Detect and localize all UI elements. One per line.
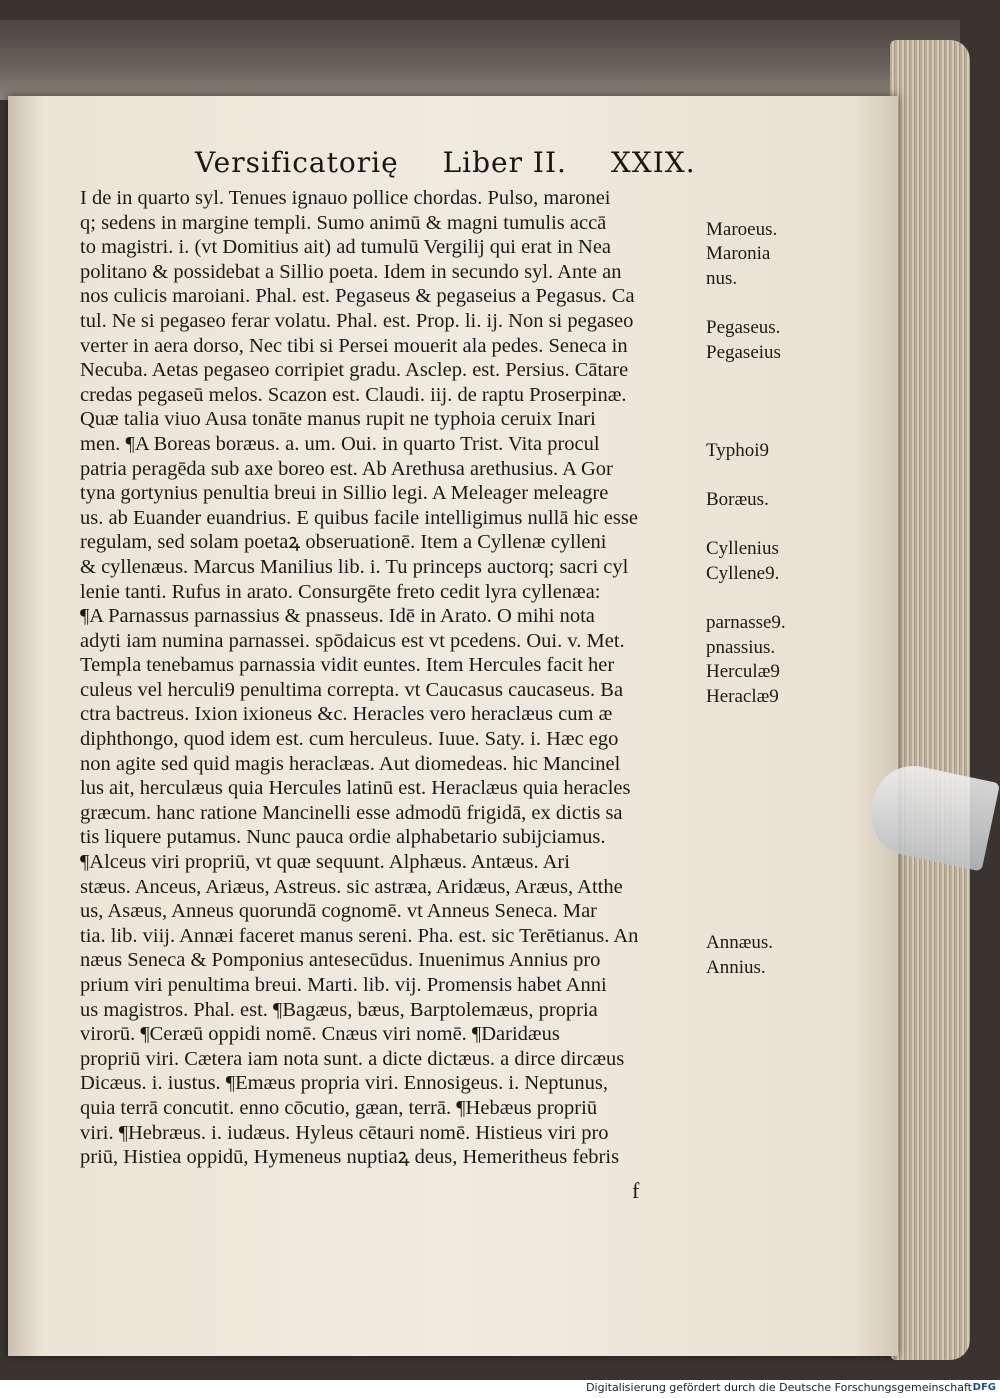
margin-note: Herculæ9 xyxy=(706,661,780,683)
text-line: credas pegaseū melos. Scazon est. Claudi. iij. de raptu Proserpinæ. xyxy=(80,383,627,406)
margin-note: Annæus. xyxy=(706,932,774,953)
margin-note: Cyllene9. xyxy=(706,563,780,584)
footer-credit: Digitalisierung gefördert durch die Deutsche Forschungsgemeinschaft xyxy=(586,1381,972,1394)
text-line: Quæ talia viuo Ausa tonāte manus rupit ne typhoia ceruix Inari xyxy=(80,408,596,431)
margin-note: parnasse9. xyxy=(706,612,786,634)
text-line: q; sedens in margine templi. Sumo animū & magni tumulis accā xyxy=(80,211,607,234)
margin-note: Boræus. xyxy=(706,489,769,511)
text-line: adyti iam numina parnassei. spōdaicus est vt pcedens. Oui. v. Met. xyxy=(80,629,625,652)
text-line: quia terrā concutit. enno cōcutio, gæan, terrā. ¶Hebæus propriū xyxy=(80,1096,598,1119)
text-line: virorū. ¶Ceræū oppidi nomē. Cnæus viri nomē. ¶Daridæus xyxy=(80,1023,560,1046)
text-line: lus ait, herculæus quia Hercules latinū est. Heraclæus quia heracles xyxy=(80,777,631,800)
text-line: prium viri penultima breui. Marti. lib. vij. Promensis habet Anni xyxy=(80,974,607,996)
text-line: culeus vel herculi9 penultima correpta. vt Caucasus caucaseus. Ba xyxy=(80,678,624,701)
margin-note: Pegaseius xyxy=(706,341,781,363)
text-line: us magistros. Phal. est. ¶Bagæus, bæus, Barptolemæus, propria xyxy=(80,998,598,1021)
margin-note: nus. xyxy=(706,267,738,289)
text-line: us, Asæus, Anneus quorundā cognomē. vt Anneus Seneca. Mar xyxy=(80,900,597,923)
text-line: diphthongo, quod idem est. cum herculeus. Iuue. Saty. i. Hæc ego xyxy=(80,728,619,751)
book-top-edge xyxy=(0,20,960,100)
text-line: Templa tenebamus parnassia vidit euntes. Item Hercules facit her xyxy=(80,654,615,677)
text-line: viri. ¶Hebræus. i. iudæus. Hyleus cētauri nomē. Histieus viri pro xyxy=(80,1121,609,1144)
margin-note: Maroeus. xyxy=(706,218,778,240)
dfg-logo: DFG xyxy=(972,1382,996,1393)
text-line: us. ab Euander euandrius. E quibus facile intelligimus nullā hic esse xyxy=(80,506,638,529)
text-line: tia. lib. viij. Annæi faceret manus sereni. Pha. est. sic Terētianus. An xyxy=(80,924,639,947)
text-line: stæus. Anceus, Ariæus, Astreus. sic astræa, Aridæus, Aræus, Atthe xyxy=(80,875,623,898)
text-line: nos culicis maroiani. Phal. est. Pegaseus & pegaseius a Pegasus. Ca xyxy=(80,285,635,308)
text-line: tis liquere putamus. Nunc pauca ordie alphabetario subijciamus. xyxy=(80,826,606,849)
text-line: Dicæus. i. iustus. ¶Emæus propria viri. Ennosigeus. i. Neptunus, xyxy=(80,1072,609,1095)
text-line: verter in aera dorso, Nec tibi si Persei mouerit ala pedes. Seneca in xyxy=(80,334,628,357)
margin-note: Pegaseus. xyxy=(706,317,781,338)
text-line: tul. Ne si pegaseo ferar volatu. Phal. est. Prop. li. ij. Non si pegaseo xyxy=(80,309,634,332)
text-line: I de in quarto syl. Tenues ignauo pollice chordas. Pulso, maronei xyxy=(80,187,611,209)
text-line: tyna gortynius penultia breui in Sillio legi. A Meleager meleagre xyxy=(80,482,609,505)
text-line: propriū viri. Cætera iam nota sunt. a dicte dictæus. a dirce dircæus xyxy=(80,1047,625,1070)
margin-note: Typhoi9 xyxy=(706,440,770,461)
text-line: to magistri. i. (vt Domitius ait) ad tumulū Vergilij qui erat in Nea xyxy=(80,236,612,259)
signature-mark: f xyxy=(632,1178,640,1203)
text-line: priū, Histiea oppidū, Hymeneus nuptiaꝝ deus, Hemeritheus febris xyxy=(80,1146,620,1169)
text-line: politano & possidebat a Sillio poeta. Idem in secundo syl. Ante an xyxy=(80,260,622,283)
folio-number: XXIX. xyxy=(610,146,696,179)
margin-note: Cyllenius xyxy=(706,538,779,560)
text-line: ¶Alceus viri propriū, vt quæ sequunt. Alphæus. Antæus. Ari xyxy=(80,851,570,874)
text-line: regulam, sed solam poetaꝝ obseruationē. Item a Cyllenæ cylleni xyxy=(80,531,607,554)
text-line: patria peragēda sub axe boreo est. Ab Arethusa arethusius. A Gor xyxy=(80,457,613,480)
text-line: lenie tanti. Rufus in arato. Consurgēte freto cedit lyra cyllenæa: xyxy=(80,580,601,603)
text-line: ¶A Parnassus parnassius & pnasseus. Idē in Arato. O mihi nota xyxy=(80,605,595,628)
text-line: Necuba. Aetas pegaseo corripiet gradu. Asclep. est. Persius. Cātare xyxy=(80,359,629,382)
book-fore-edge xyxy=(890,40,970,1360)
text-line: ctra bactreus. Ixion ixioneus &c. Heracles vero heraclæus cum æ xyxy=(80,703,613,726)
text-line: & cyllenæus. Marcus Manilius lib. i. Tu princeps auctorq; sacri cyl xyxy=(80,555,629,578)
margin-note: Heraclæ9 xyxy=(706,686,779,707)
margin-note: Annius. xyxy=(706,956,766,978)
text-line: non agite sed quid magis heraclæas. Aut diomedeas. hic Mancinel xyxy=(80,752,621,775)
margin-note: pnassius. xyxy=(706,636,776,658)
text-line: græcum. hanc ratione Mancinelli esse admodū frigidā, ex dictis sa xyxy=(80,801,623,824)
running-head xyxy=(195,146,715,179)
main-text-block xyxy=(80,186,706,1170)
running-head-title: Versificatorię xyxy=(195,146,399,179)
margin-note: Maronia xyxy=(706,243,771,265)
running-head-book: Liber II. xyxy=(442,146,567,179)
text-line: men. ¶A Boreas boræus. a. um. Oui. in quarto Trist. Vita procul xyxy=(80,432,600,455)
text-line: næus Seneca & Pomponius antesecūdus. Inuenimus Annius pro xyxy=(80,949,601,972)
